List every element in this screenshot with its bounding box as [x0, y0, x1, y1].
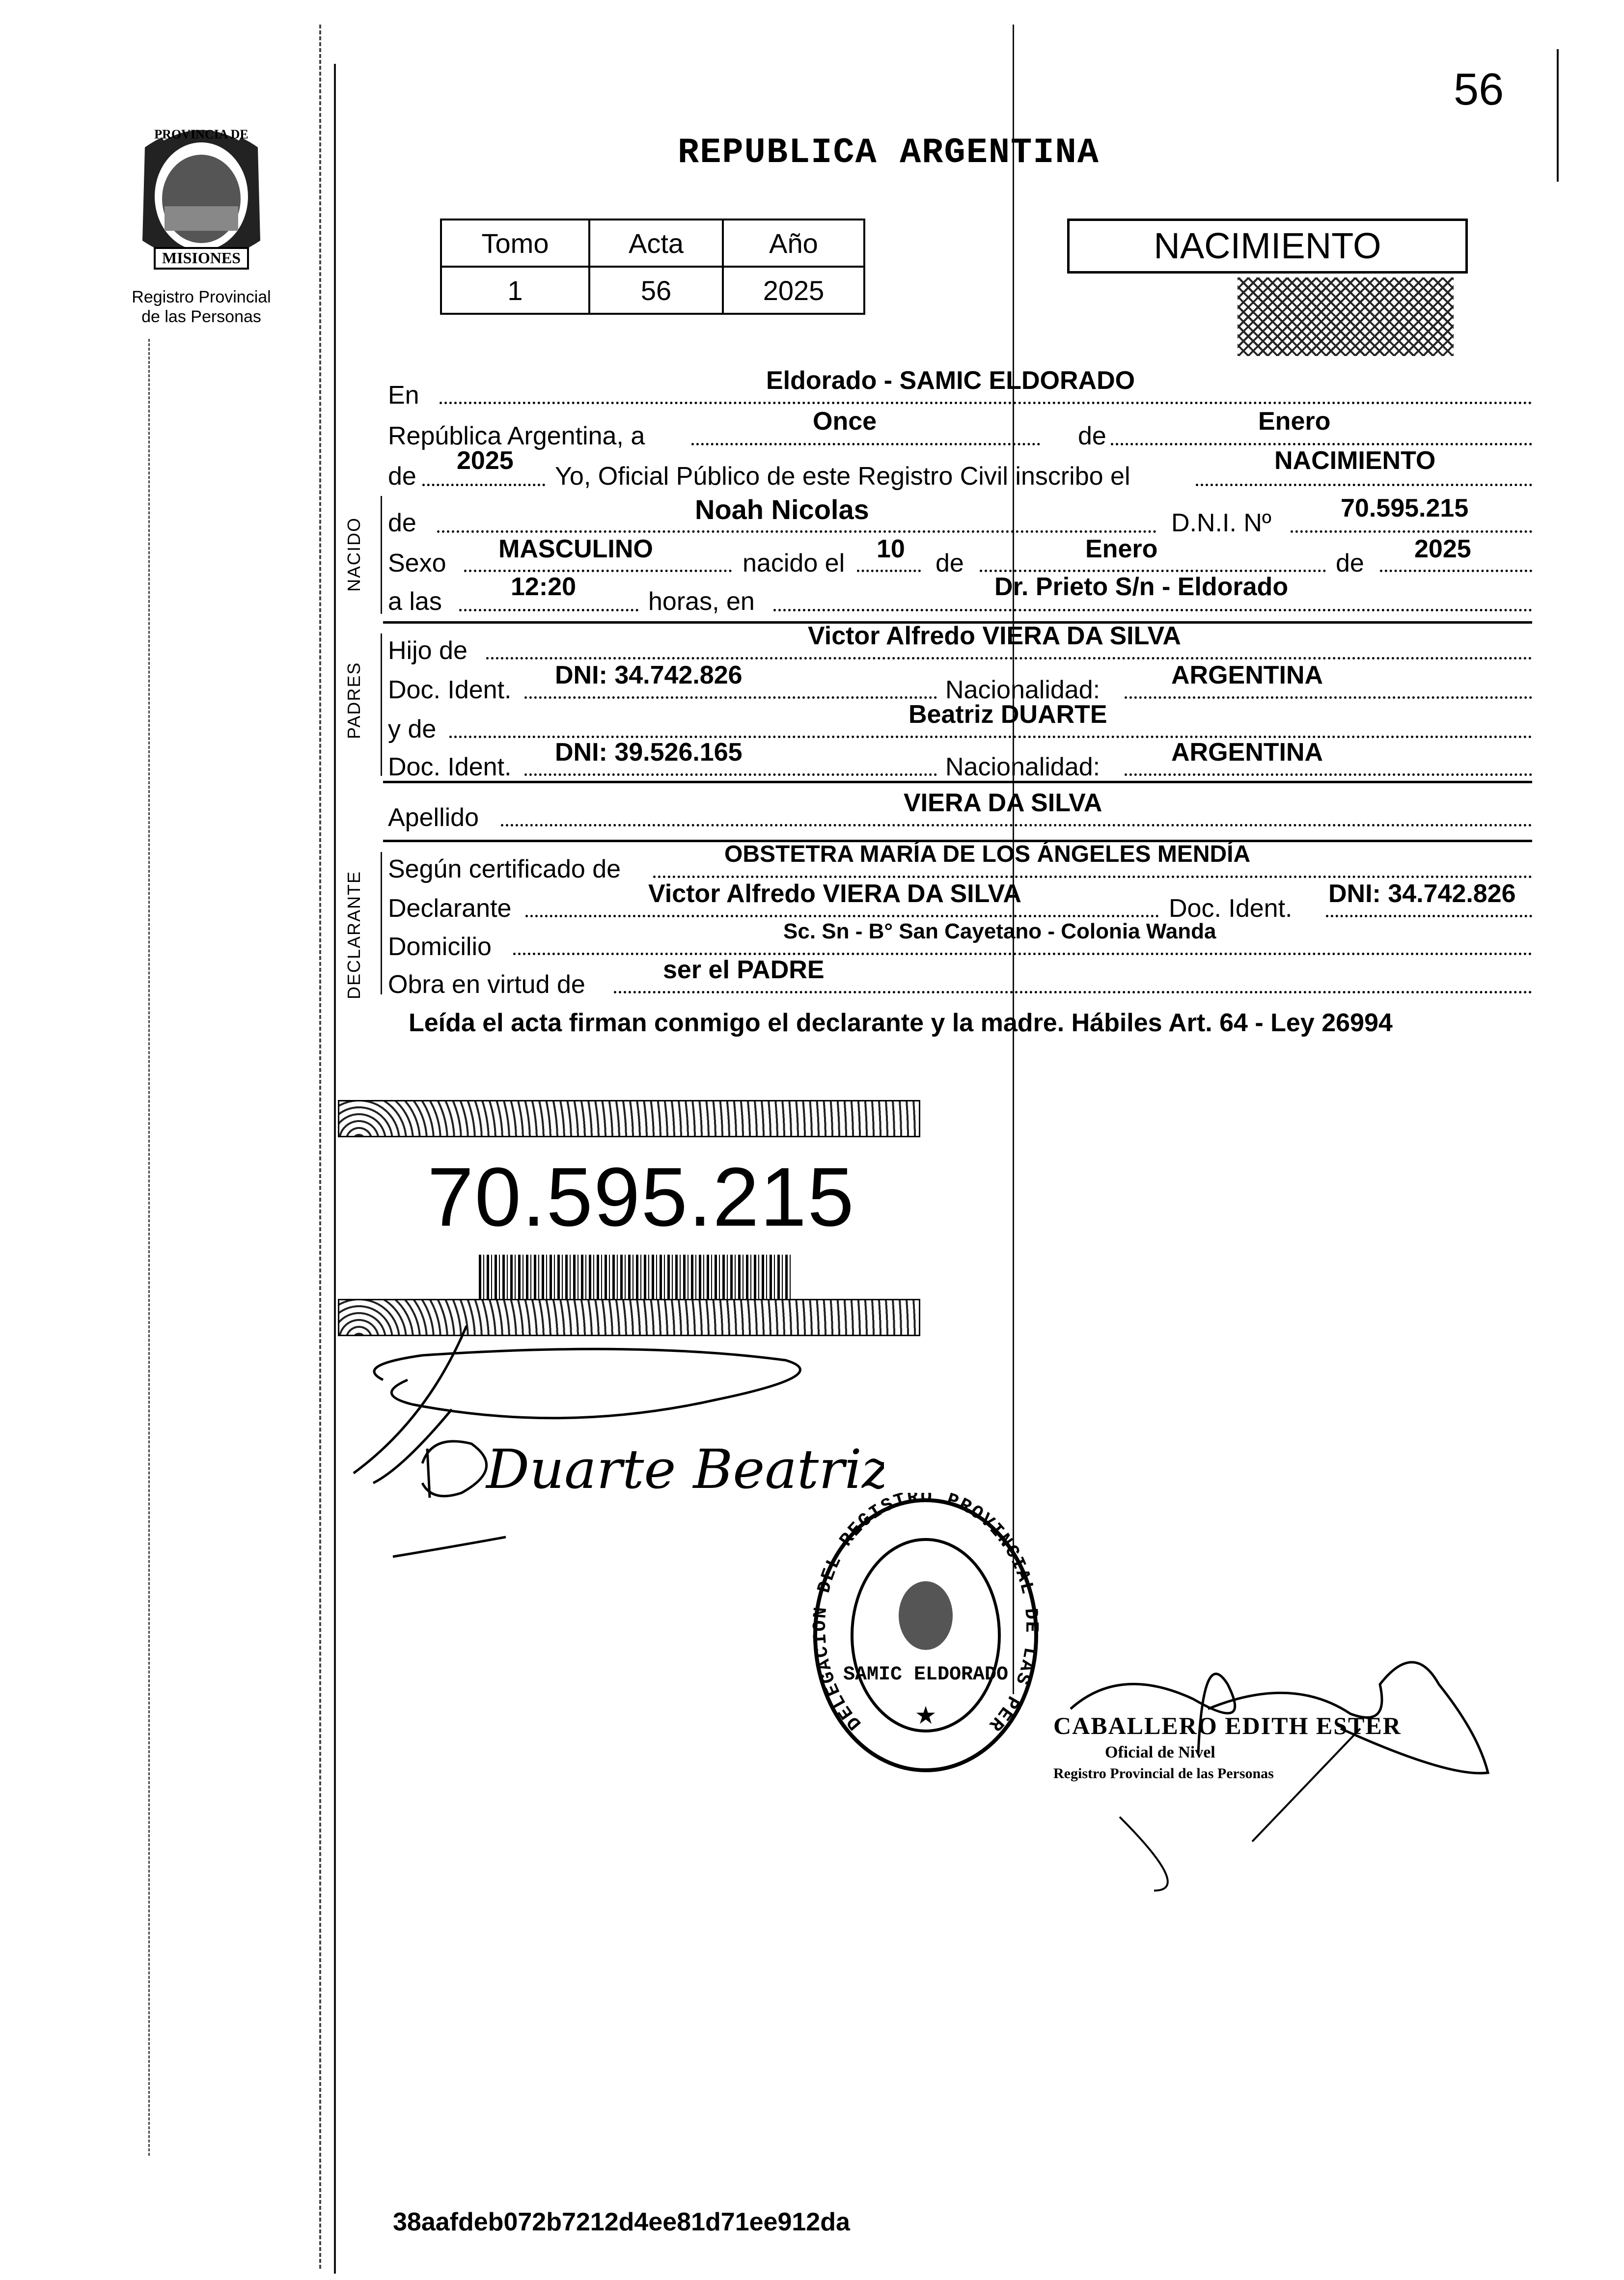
margin-line-far [148, 339, 150, 2156]
star-icon: ★ [914, 1702, 937, 1729]
value-sexo: MASCULINO [498, 535, 653, 563]
value-dni: 70.595.215 [1341, 494, 1469, 522]
official-office: Registro Provincial de las Personas [1053, 1765, 1274, 1782]
registry-stamp [808, 1493, 1044, 1778]
official-role: Oficial de Nivel [1105, 1743, 1215, 1761]
value-mes-nac: Enero [1085, 535, 1158, 563]
official-signature [1046, 1655, 1513, 1900]
value-declarante: Victor Alfredo VIERA DA SILVA [648, 879, 1021, 908]
label-doc-padre: Doc. Ident. [388, 676, 512, 704]
dots-ano-nac [1380, 570, 1532, 572]
value-lugar-nac: Dr. Prieto S/n - Eldorado [994, 573, 1289, 601]
page-number: 56 [1454, 64, 1504, 114]
stamp-outer-text: DELEGACION DEL REGISTRO PROVINCIAL DE LAS PER [809, 1493, 1042, 1736]
svg-text:PROVINCIA DE: PROVINCIA DE [154, 127, 248, 141]
rule-padres [383, 781, 1532, 783]
label-sexo: Sexo [388, 549, 446, 577]
margin-line-left [319, 25, 321, 2269]
register-value-tomo: 1 [441, 267, 589, 314]
dots-padre [486, 657, 1532, 659]
label-decl-doc: Doc. Ident. [1169, 894, 1293, 923]
value-padre: Victor Alfredo VIERA DA SILVA [808, 622, 1181, 650]
value-lugar: Eldorado - SAMIC ELDORADO [766, 366, 1135, 395]
value-ano-nac: 2025 [1414, 535, 1471, 563]
dots-certificado [653, 876, 1532, 878]
barcode-number: 70.595.215 [427, 1151, 855, 1244]
dots-inscribo [1196, 484, 1532, 486]
label-declarante: Declarante [388, 894, 512, 923]
side-label-padres: PADRES [344, 661, 364, 739]
label-apellido: Apellido [388, 803, 479, 832]
value-doc-padre: DNI: 34.742.826 [555, 661, 743, 689]
barcode-band-top [338, 1100, 920, 1137]
label-a-las: a las [388, 587, 442, 616]
section-bracket-nacido [381, 496, 382, 614]
label-obra: Obra en virtud de [388, 970, 585, 999]
value-dia: Once [813, 407, 877, 436]
mother-signature [344, 1321, 884, 1576]
value-apellido: VIERA DA SILVA [904, 789, 1102, 817]
label-doc-madre: Doc. Ident. [388, 753, 512, 781]
value-mes: Enero [1258, 407, 1331, 436]
dots-nombre [437, 530, 1156, 533]
act-type-box: NACIMIENTO [1067, 219, 1468, 274]
margin-line-main [334, 64, 336, 2274]
value-nombre: Noah Nicolas [695, 494, 869, 525]
label-certificado: Según certificado de [388, 855, 621, 883]
country-title: REPUBLICA ARGENTINA [678, 133, 1100, 173]
dots-lugar-nac [773, 609, 1532, 611]
closing-statement: Leída el acta firman conmigo el declarante y la madre. Hábiles Art. 64 - Ley 26994 [409, 1009, 1393, 1037]
svg-text:MISIONES: MISIONES [162, 249, 241, 267]
dots-sexo [464, 570, 732, 572]
mother-signature-text: Duarte Beatriz [486, 1438, 884, 1501]
label-nacido: nacido el [743, 549, 845, 577]
province-seal-logo [120, 118, 282, 280]
dots-nac-padre [1125, 696, 1532, 699]
register-header-acta: Acta [589, 220, 723, 267]
value-nac-padre: ARGENTINA [1171, 661, 1323, 689]
document-hash: 38aafdeb072b7212d4ee81d71ee912da [393, 2208, 850, 2236]
dots-ano [422, 484, 545, 486]
official-name: CABALLERO EDITH ESTER [1053, 1712, 1402, 1739]
side-label-nacido: NACIDO [344, 517, 364, 592]
stamp-inner-text: SAMIC ELDORADO [843, 1664, 1009, 1686]
value-madre: Beatriz DUARTE [908, 700, 1107, 729]
section-bracket-declarante [381, 852, 382, 994]
dots-decl-doc [1326, 915, 1532, 917]
value-nac-madre: ARGENTINA [1171, 738, 1323, 767]
value-hora: 12:20 [511, 573, 576, 601]
dots-mes [1111, 443, 1532, 445]
right-edge-line [1557, 49, 1559, 182]
dots-obra [614, 991, 1532, 993]
dots-dia-nac [857, 570, 921, 572]
dots-doc-padre [524, 696, 937, 699]
logo-label [118, 287, 285, 327]
label-hijo-de: Hijo de [388, 636, 468, 665]
value-dia-nac: 10 [877, 535, 905, 563]
value-doc-madre: DNI: 39.526.165 [555, 738, 743, 767]
label-de-ano: de [388, 462, 416, 491]
dots-dia [691, 443, 1040, 445]
label-nac-madre: Nacionalidad: [945, 753, 1101, 781]
security-hatch-pattern [1238, 277, 1454, 356]
label-inscribo: Yo, Oficial Público de este Registro Civil inscribo el [555, 462, 1130, 491]
label-de-ano-nac: de [1336, 549, 1364, 577]
dots-doc-madre [524, 773, 937, 776]
register-table [440, 219, 865, 315]
label-de-nombre: de [388, 509, 416, 537]
register-header-ano: Año [723, 220, 864, 267]
register-header-tomo: Tomo [441, 220, 589, 267]
dots-apellido [501, 824, 1532, 826]
dots-en [440, 402, 1532, 404]
label-y-de: y de [388, 715, 437, 743]
label-dni: D.N.I. Nº [1171, 509, 1271, 537]
label-horas-en: horas, en [648, 587, 755, 616]
dots-dni [1291, 530, 1532, 533]
section-bracket-padres [381, 633, 382, 776]
dots-declarante [525, 915, 1159, 917]
side-label-declarante: DECLARANTE [344, 870, 364, 999]
value-obra: ser el PADRE [663, 956, 825, 984]
dots-nac-madre [1125, 773, 1532, 776]
logo-label-line1: Registro Provincial [132, 288, 271, 306]
value-decl-doc: DNI: 34.742.826 [1328, 879, 1516, 908]
value-ano: 2025 [457, 446, 514, 475]
value-domicilio: Sc. Sn - B° San Cayetano - Colonia Wanda [783, 919, 1216, 943]
label-de-mes: de [1078, 422, 1106, 450]
value-inscribo: NACIMIENTO [1274, 446, 1436, 475]
value-certificado: OBSTETRA MARÍA DE LOS ÁNGELES MENDÍA [724, 841, 1251, 867]
label-republica: República Argentina, a [388, 422, 645, 450]
label-domicilio: Domicilio [388, 933, 492, 961]
register-value-ano: 2025 [723, 267, 864, 314]
register-value-acta: 56 [589, 267, 723, 314]
label-en: En [388, 381, 419, 410]
label-nac-padre: Nacionalidad: [945, 676, 1101, 704]
label-de-mes-nac: de [936, 549, 964, 577]
logo-label-line2: de las Personas [141, 307, 261, 326]
dots-hora [459, 609, 638, 611]
